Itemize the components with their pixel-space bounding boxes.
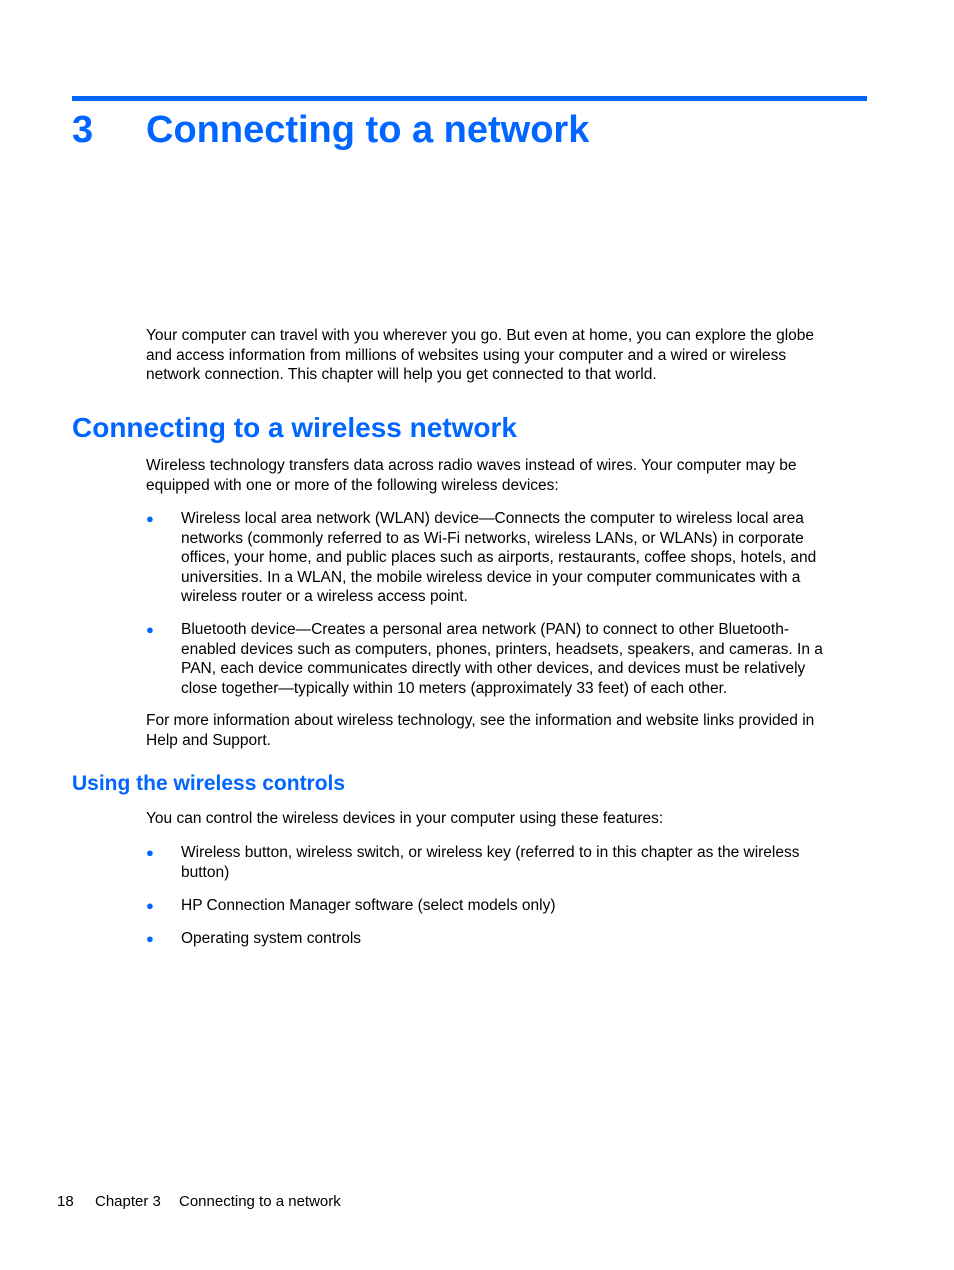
- page-number: 18: [57, 1193, 74, 1210]
- text-line: Wireless local area network (WLAN) device—Connects the computer to wireless local area: [181, 510, 804, 527]
- text-line: enabled devices such as computers, phones, printers, headsets, speakers, and cameras. In a: [181, 640, 823, 658]
- list-item-text: [181, 843, 800, 882]
- text-line: Your computer can travel with you wherever you go. But even at home, you can explore the globe: [146, 327, 815, 344]
- text-line: Help and Support.: [146, 731, 271, 749]
- text-line: close together—typically within 10 meters (approximately 33 feet) of each other.: [181, 679, 728, 697]
- chapter-rule: [72, 96, 867, 101]
- text-line: Wireless button, wireless switch, or wireless key (referred to in this chapter as the wireless: [181, 844, 800, 861]
- chapter-title: Connecting to a network: [146, 109, 590, 151]
- chapter-heading: [72, 106, 589, 154]
- bullet-icon: ●: [146, 931, 154, 946]
- subsection-intro-paragraph: You can control the wireless devices in your computer using these features:: [146, 810, 664, 827]
- section-outro-paragraph: [146, 711, 814, 750]
- text-line: networks (commonly referred to as Wi-Fi networks, wireless LANs, or WLANs) in corporate: [181, 529, 804, 547]
- text-line: HP Connection Manager software (select models only): [181, 897, 556, 914]
- text-line: universities. In a WLAN, the mobile wireless device in your computer communicates with a: [181, 568, 801, 586]
- bullet-icon: ●: [146, 898, 154, 913]
- list-item-text: [181, 896, 555, 916]
- list-item-text: [181, 929, 361, 949]
- text-line: and access information from millions of websites using your computer and a wired or wireless: [146, 346, 787, 364]
- text-line: Bluetooth device—Creates a personal area network (PAN) to connect to other Bluetooth-: [181, 621, 789, 638]
- list-item-text: [181, 509, 816, 607]
- text-line: For more information about wireless technology, see the information and website links provided in: [146, 712, 815, 729]
- text-line: equipped with one or more of the following wireless devices:: [146, 476, 559, 494]
- bullet-icon: ●: [146, 511, 154, 526]
- section-intro-paragraph: [146, 456, 796, 495]
- text-line: wireless router or a wireless access point.: [181, 588, 468, 606]
- bullet-icon: ●: [146, 622, 154, 637]
- footer-title: Connecting to a network: [179, 1193, 341, 1210]
- text-line: button): [181, 863, 230, 881]
- chapter-number: 3: [72, 109, 94, 151]
- section-heading-wireless: Connecting to a wireless network: [72, 412, 517, 443]
- text-line: Wireless technology transfers data across radio waves instead of wires. Your computer may be: [146, 457, 797, 474]
- text-line: offices, your home, and public places such as airports, restaurants, coffee shops, hotels, and: [181, 549, 817, 567]
- list-item-text: [181, 620, 823, 698]
- bullet-icon: ●: [146, 845, 154, 860]
- intro-paragraph: [146, 326, 814, 385]
- text-line: Operating system controls: [181, 930, 362, 947]
- text-line: PAN, each device communicates directly with other devices, and devices must be relatively: [181, 660, 806, 678]
- page-footer: [57, 1192, 341, 1211]
- subsection-heading-controls: Using the wireless controls: [72, 772, 346, 795]
- footer-chapter: Chapter 3: [95, 1193, 161, 1210]
- text-line: network connection. This chapter will help you get connected to that world.: [146, 366, 657, 384]
